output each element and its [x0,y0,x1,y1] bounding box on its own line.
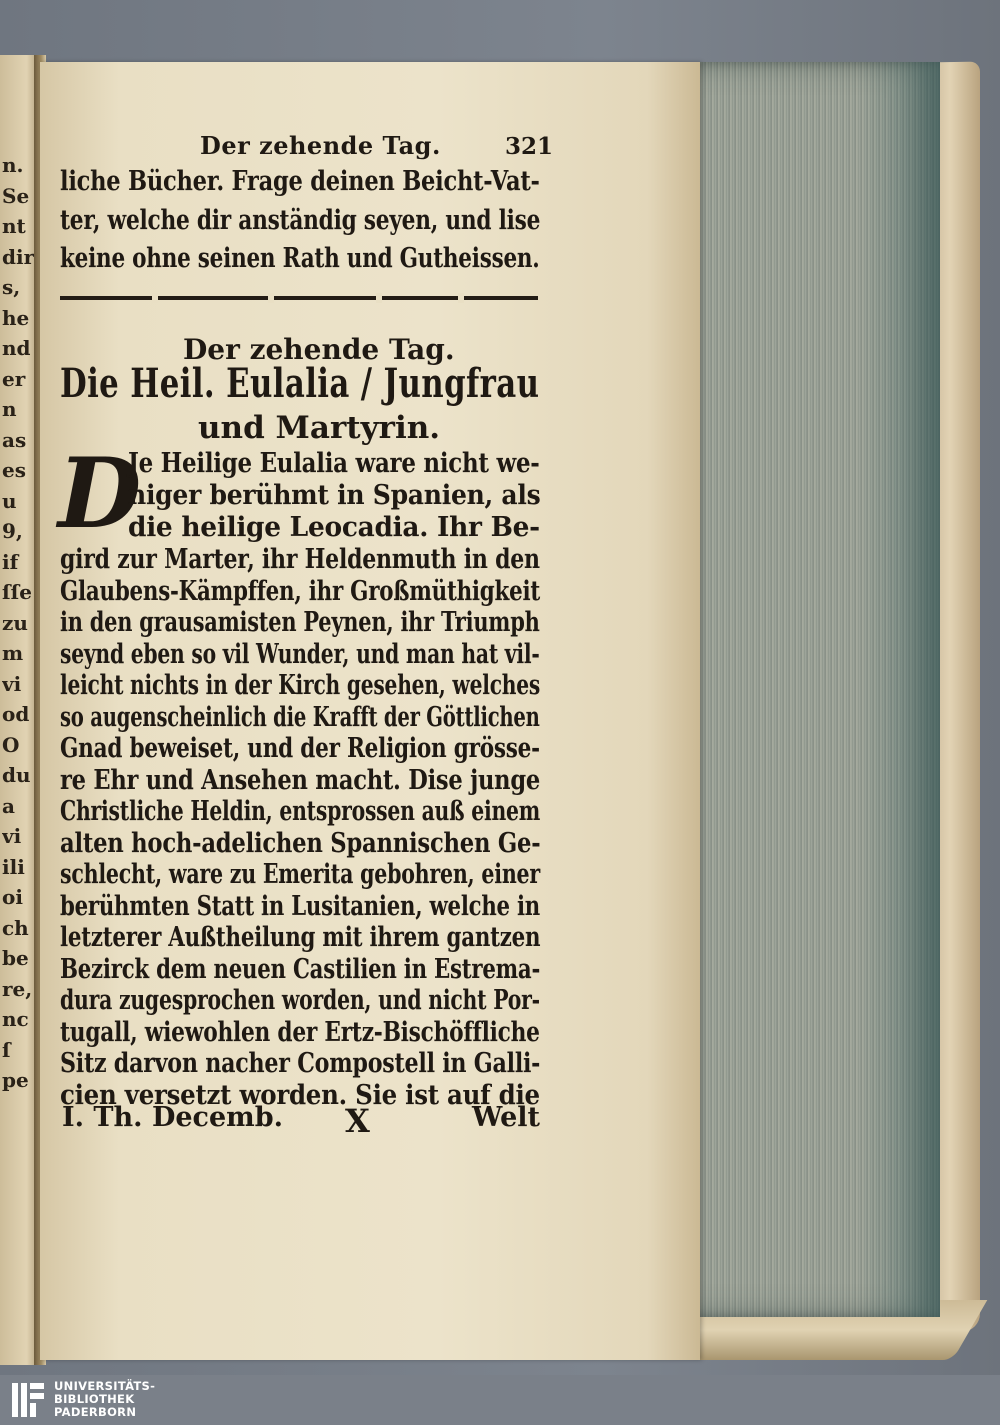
saint-title-line1: Die Heil. Eulalia / Jungfrau [60,360,540,407]
left-page-fragment: Se [2,183,30,208]
drop-cap: D [58,437,142,550]
left-page-fragment: if [2,549,19,574]
left-page-fragment: a [2,793,15,818]
left-page-fragment: vi [2,671,22,696]
text-line: niger berühmt in Spanien, als [128,480,541,511]
left-page-fragment: s, [2,275,21,299]
left-page-fragment: dir [2,244,35,269]
text-line: alten hoch-adelichen Spannischen Ge- [60,827,541,859]
logo-line: BIBLIOTHEK [54,1392,135,1406]
section-heading: Der zehende Tag. [183,333,455,366]
left-page-fragment: oi [2,885,23,909]
left-page-fragment: nt [2,214,26,238]
left-page-fragment: pe [2,1068,29,1092]
left-page-fragment: u [2,488,17,513]
left-page-fragment: ili [2,854,25,879]
left-page-fragment: zu [2,610,28,635]
text-line: schlecht, ware zu Emerita gebohren, einer [60,859,540,890]
text-line: seynd eben so vil Wunder, und man hat vil- [60,638,540,670]
left-page-fragment: m [2,641,24,665]
left-page-fragment: er [2,366,26,391]
text-line: in den grausamisten Peynen, ihr Triumph [60,607,540,638]
text-line: keine ohne seinen Rath und Gutheissen. [60,243,540,274]
text-line: berühmten Statt in Lusitanien, welche in [60,890,540,922]
text-line: re Ehr und Ansehen macht. Dise junge [60,764,540,796]
logo-line: PADERBORN [54,1405,137,1419]
left-page-fragment: n. [2,153,24,177]
left-page-fragment: as [2,427,27,452]
gathering-signature: X [345,1102,370,1140]
left-page-fragment: 9, [2,519,23,543]
left-page-fragment: nd [2,336,31,360]
left-page-fragment: be [2,946,29,970]
text-line: dura zugesprochen worden, und nicht Por- [60,985,540,1016]
section-rule [60,296,538,300]
text-line: gird zur Marter, ihr Heldenmuth in den [60,544,540,575]
signature-mark-text: I. Th. Decemb. [62,1102,284,1133]
text-line: so augenscheinlich die Krafft der Göttlichen [60,701,540,733]
page-footer-line [62,1102,540,1140]
text-line: Je Heilige Eulalia ware nicht we- [128,448,540,479]
text-line: cien versetzt worden. Sie ist auf die [60,1079,540,1111]
left-page-fragment: es [2,458,26,482]
text-line: tugall, wiewohlen der Ertz-Bischöffliche [60,1016,540,1048]
left-page-fragment: du [2,763,31,787]
library-footer [0,1375,1000,1425]
text-line: letzterer Außtheilung mit ihrem gantzen [60,922,541,953]
left-page-fragment: ſ [2,1037,11,1062]
text-line: leicht nichts in der Kirch gesehen, welches [60,670,541,701]
text-line: Glaubens-Kämpffen, ihr Großmüthigkeit [60,575,541,607]
library-logo-text [54,1380,155,1419]
text-line: Gnad beweiset, und der Religion grösse- [60,733,540,764]
text-line: die heilige Leocadia. Ihr Be- [128,512,540,543]
left-page-fragment: od [2,702,30,726]
text-line: Bezirck dem neuen Castilien in Estrema- [60,953,541,985]
left-page-fragment: ch [2,915,29,940]
text-line: Christliche Heldin, entsprossen auß einem [60,796,541,827]
left-page-fragment: n [2,397,17,421]
library-logo-icon [10,1381,46,1419]
left-page-fragment: O [2,732,20,757]
running-head: Der zehende Tag. [200,131,441,160]
left-page-fragment: re, [2,976,33,1001]
left-page-fragment: ſſe [2,580,32,604]
left-page-text-fragments [2,150,36,1096]
left-page-fragment: he [2,305,30,330]
left-page-fragment: vi [2,824,22,848]
text-line: liche Bücher. Frage deinen Beicht-Vat- [60,166,540,197]
saint-title-line2: und Martyrin. [198,410,441,446]
page-number: 321 [505,133,554,160]
catchword: Welt [471,1102,540,1133]
text-line: Sitz darvon nacher Compostell in Galli- [60,1048,541,1079]
text-line: ter, welche dir anständig seyen, und lise [60,204,541,236]
left-facing-page [0,55,38,1365]
left-page-fragment: nc [2,1007,29,1031]
logo-line: UNIVERSITÄTS- [54,1379,156,1393]
page-edges-shadow [860,62,940,1317]
